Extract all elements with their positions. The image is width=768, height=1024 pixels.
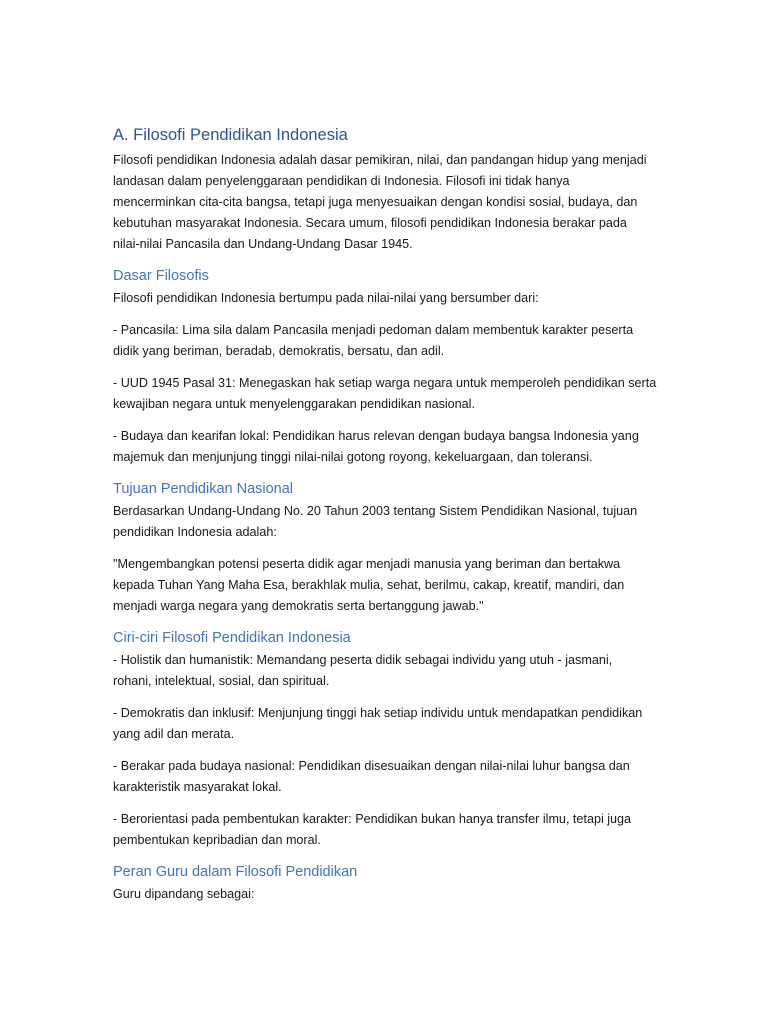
ciri-item-demokratis: - Demokratis dan inklusif: Menjunjung tinggi hak setiap individu untuk mendapatkan pendidikan yang adil dan merata. — [113, 706, 643, 741]
dasar-item-pancasila: - Pancasila: Lima sila dalam Pancasila menjadi pedoman dalam membentuk karakter peserta didik yang beriman, beradab, demokratis, bersatu, dan adil. — [113, 323, 634, 358]
ciri-item-holistik: - Holistik dan humanistik: Memandang peserta didik sebagai individu yang utuh - jasmani, rohani, intelektual, sosial, dan spiritual. — [113, 653, 613, 688]
heading-ciri-ciri: Ciri-ciri Filosofi Pendidikan Indonesia — [113, 630, 351, 646]
document-title: A. Filosofi Pendidikan Indonesia — [113, 126, 348, 144]
document-page — [113, 124, 658, 905]
heading-dasar-filosofis: Dasar Filosofis — [113, 268, 209, 284]
intro-paragraph: Filosofi pendidikan Indonesia adalah dasar pemikiran, nilai, dan pandangan hidup yang menjadi landasan dalam penyelenggaraan pendidikan di Indonesia. Filosofi ini tidak hanya mencerminkan cita-cita bangsa, tetapi juga menyesuaikan dengan kondisi sosial, budaya, dan kebutuhan masyarakat Indonesia. Secara umum, filosofi pendidikan Indonesia berakar pada nilai-nilai Pancasila dan Undang-Undang Dasar 1945. — [113, 153, 647, 251]
tujuan-lead: Berdasarkan Undang-Undang No. 20 Tahun 2003 tentang Sistem Pendidikan Nasional, tujuan pendidikan Indonesia adalah: — [113, 504, 638, 539]
heading-peran-guru: Peran Guru dalam Filosofi Pendidikan — [113, 864, 358, 880]
dasar-item-uud: - UUD 1945 Pasal 31: Menegaskan hak setiap warga negara untuk memperoleh pendidikan serta kewajiban negara untuk menyelenggarakan pendidikan nasional. — [113, 376, 657, 411]
ciri-item-karakter: - Berorientasi pada pembentukan karakter: Pendidikan bukan hanya transfer ilmu, tetapi juga pembentukan kepribadian dan moral. — [113, 812, 632, 847]
dasar-lead: Filosofi pendidikan Indonesia bertumpu pada nilai-nilai yang bersumber dari: — [113, 291, 539, 305]
tujuan-quote: "Mengembangkan potensi peserta didik agar menjadi manusia yang beriman dan bertakwa kepada Tuhan Yang Maha Esa, berakhlak mulia, sehat, berilmu, cakap, kreatif, mandiri, dan menjadi warga negara yang demokratis serta bertanggung jawab." — [113, 557, 625, 613]
dasar-item-budaya: - Budaya dan kearifan lokal: Pendidikan harus relevan dengan budaya bangsa Indonesia yang majemuk dan menjunjung tinggi nilai-nilai gotong royong, kekeluargaan, dan toleransi. — [113, 429, 639, 464]
ciri-item-budaya-nasional: - Berakar pada budaya nasional: Pendidikan disesuaikan dengan nilai-nilai luhur bangsa dan karakteristik masyarakat lokal. — [113, 759, 630, 794]
heading-tujuan: Tujuan Pendidikan Nasional — [113, 481, 294, 497]
peran-lead: Guru dipandang sebagai: — [113, 887, 255, 901]
